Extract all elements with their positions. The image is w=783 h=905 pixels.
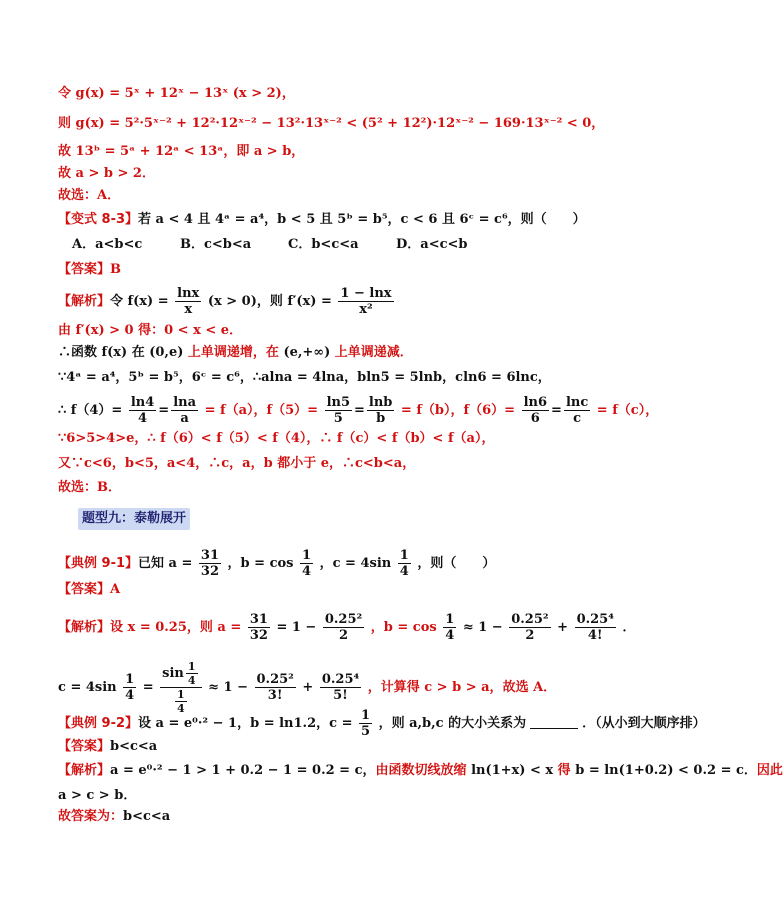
- fraction: $\frac{1 - \ln x}{\text{x²}}$: [340, 286, 392, 317]
- analysis-tag: 【解析】: [58, 620, 111, 635]
- math-text: ∴函数 f(x) 在 (0,e): [58, 345, 188, 360]
- answer-value: B: [110, 262, 122, 277]
- analysis-line: 又∵c<6，b<5，a<4，∴c，a，b 都小于 e，∴c<b<a，: [58, 456, 416, 471]
- answer-blank: [530, 728, 578, 729]
- analysis-line: [58, 344, 413, 362]
- answer-value: A: [110, 582, 121, 597]
- math-text: 上单调递增，在: [187, 345, 284, 360]
- final-answer-label: 故答案为：: [58, 809, 124, 824]
- analysis-line: ∴ f（4）= $\frac{\ln 4}{4}$ = $\frac{\ln a}{a}$ = f（a），f（5）= $\frac{\ln 5}{5}$ = $\frac{\ln b}{b}$ = f（b），f（6）= $\frac{\ln 6}{6}$ = $\frac{\ln c}{c}$ = f（c），: [58, 395, 659, 426]
- analysis-line: 【解析】设 x = 0.25，则 a = $\frac{31}{32}$ = 1 − $\frac{\text{0.25²}}{2}$ ，b = cos $\frac{1}{4}$ ≈ 1 − $\frac{\text{0.25²}}{2}$ + $\frac{\text{0.25⁴}}{4!}$ ．: [58, 612, 636, 643]
- answer-line: [58, 261, 121, 279]
- analysis-line: 由 f′(x) > 0 得：0 < x < e．: [58, 323, 243, 338]
- analysis-line: 故选：B．: [58, 480, 121, 495]
- solution-line: 故 a > b > 2．: [58, 166, 155, 181]
- solution-line: 故选：A．: [58, 188, 121, 203]
- math-text: 令 f(x) =: [110, 294, 169, 309]
- option-d: D．a<c<b: [396, 237, 468, 252]
- section-header: 题型九：泰勒展开: [78, 508, 190, 530]
- answer-tag: 【答案】: [58, 582, 111, 597]
- analysis-line: ∵4ᵃ = a⁴，5ᵇ = b⁵，6ᶜ = c⁶，∴alna = 4lna，bln5 = 5lnb，cln6 = 6lnc，: [58, 370, 551, 385]
- final-answer-line: [58, 808, 170, 826]
- variant-question-text: 若 a < 4 且 4ᵃ = a⁴，b < 5 且 5ᵇ = b⁵，c < 6 且 6ᶜ = c⁶，则（ ）: [138, 212, 586, 227]
- solution-line: 则 g(x) = 5²·5ˣ⁻² + 12²·12ˣ⁻² − 13²·13ˣ⁻² < (5² + 12²)·12ˣ⁻² − 169·13ˣ⁻² < 0，: [58, 116, 605, 131]
- option-c: C．b<c<a: [288, 237, 359, 252]
- analysis-line: [58, 286, 396, 317]
- math-text: (x > 0)，则 f′(x) =: [207, 294, 332, 309]
- math-text: 上单调递减．: [334, 345, 413, 360]
- answer-tag: 【答案】: [58, 262, 111, 277]
- analysis-line: a > c > b．: [58, 788, 137, 803]
- answer-tag: 【答案】: [58, 739, 111, 754]
- example-tag: 【典例 9-1】: [58, 556, 139, 571]
- math-text: (e,+∞): [283, 345, 335, 360]
- example-question: 【典例 9-2】设 a = e⁰·² − 1，b = ln1.2，c = $\frac{1}{5}$ ，则 a,b,c 的大小关系为 ．（从小到大顺序排）: [58, 708, 706, 739]
- example-tag: 【典例 9-2】: [58, 716, 139, 731]
- final-answer-value: b<c<a: [123, 809, 171, 824]
- analysis-tag: 【解析】: [58, 294, 111, 309]
- answer-line: [58, 738, 157, 756]
- variant-question: [58, 211, 586, 229]
- solution-line: 故 13ᵇ = 5ᵃ + 12ᵃ < 13ᵃ，即 a > b，: [58, 144, 305, 159]
- compound-fraction: sin $\frac{1}{4}$ $\frac{1}{4}$: [160, 660, 201, 715]
- answer-value: b<c<a: [110, 739, 158, 754]
- analysis-line: c = 4sin $\frac{1}{4}$ = sin $\frac{1}{4}$ $\frac{1}{4}$ ≈ 1 − $\frac{\text{0.25²}}{3!}$ + $\frac{\text{0.25⁴}}{5!}$ ，计算得 c > b > a，故选 A．: [58, 660, 557, 715]
- option-a: A．a<b<c: [72, 237, 143, 252]
- analysis-line: ∵6>5>4>e，∴ f（6）< f（5）< f（4），∴ f（c）< f（b）< f（a），: [58, 431, 495, 446]
- answer-line: [58, 581, 120, 599]
- solution-line: 令 g(x) = 5ˣ + 12ˣ − 13ˣ (x > 2)，: [58, 86, 295, 101]
- option-b: B．c<b<a: [180, 237, 252, 252]
- example-question: 【典例 9-1】已知 a = $\frac{31}{32}$ ，b = cos $\frac{1}{4}$ ，c = 4sin $\frac{1}{4}$ ，则（ ）: [58, 548, 496, 579]
- variant-tag: 【变式 8-3】: [58, 212, 139, 227]
- fraction: $\frac{\ln x}{x}$: [177, 286, 200, 317]
- analysis-tag: 【解析】: [58, 763, 111, 778]
- analysis-line: 【解析】a = e⁰·² − 1 > 1 + 0.2 − 1 = 0.2 = c，由函数切线放缩 ln(1+x) < x 得 b = ln(1+0.2) < 0.2 = c．因此: [58, 763, 783, 778]
- options-row: [72, 236, 504, 254]
